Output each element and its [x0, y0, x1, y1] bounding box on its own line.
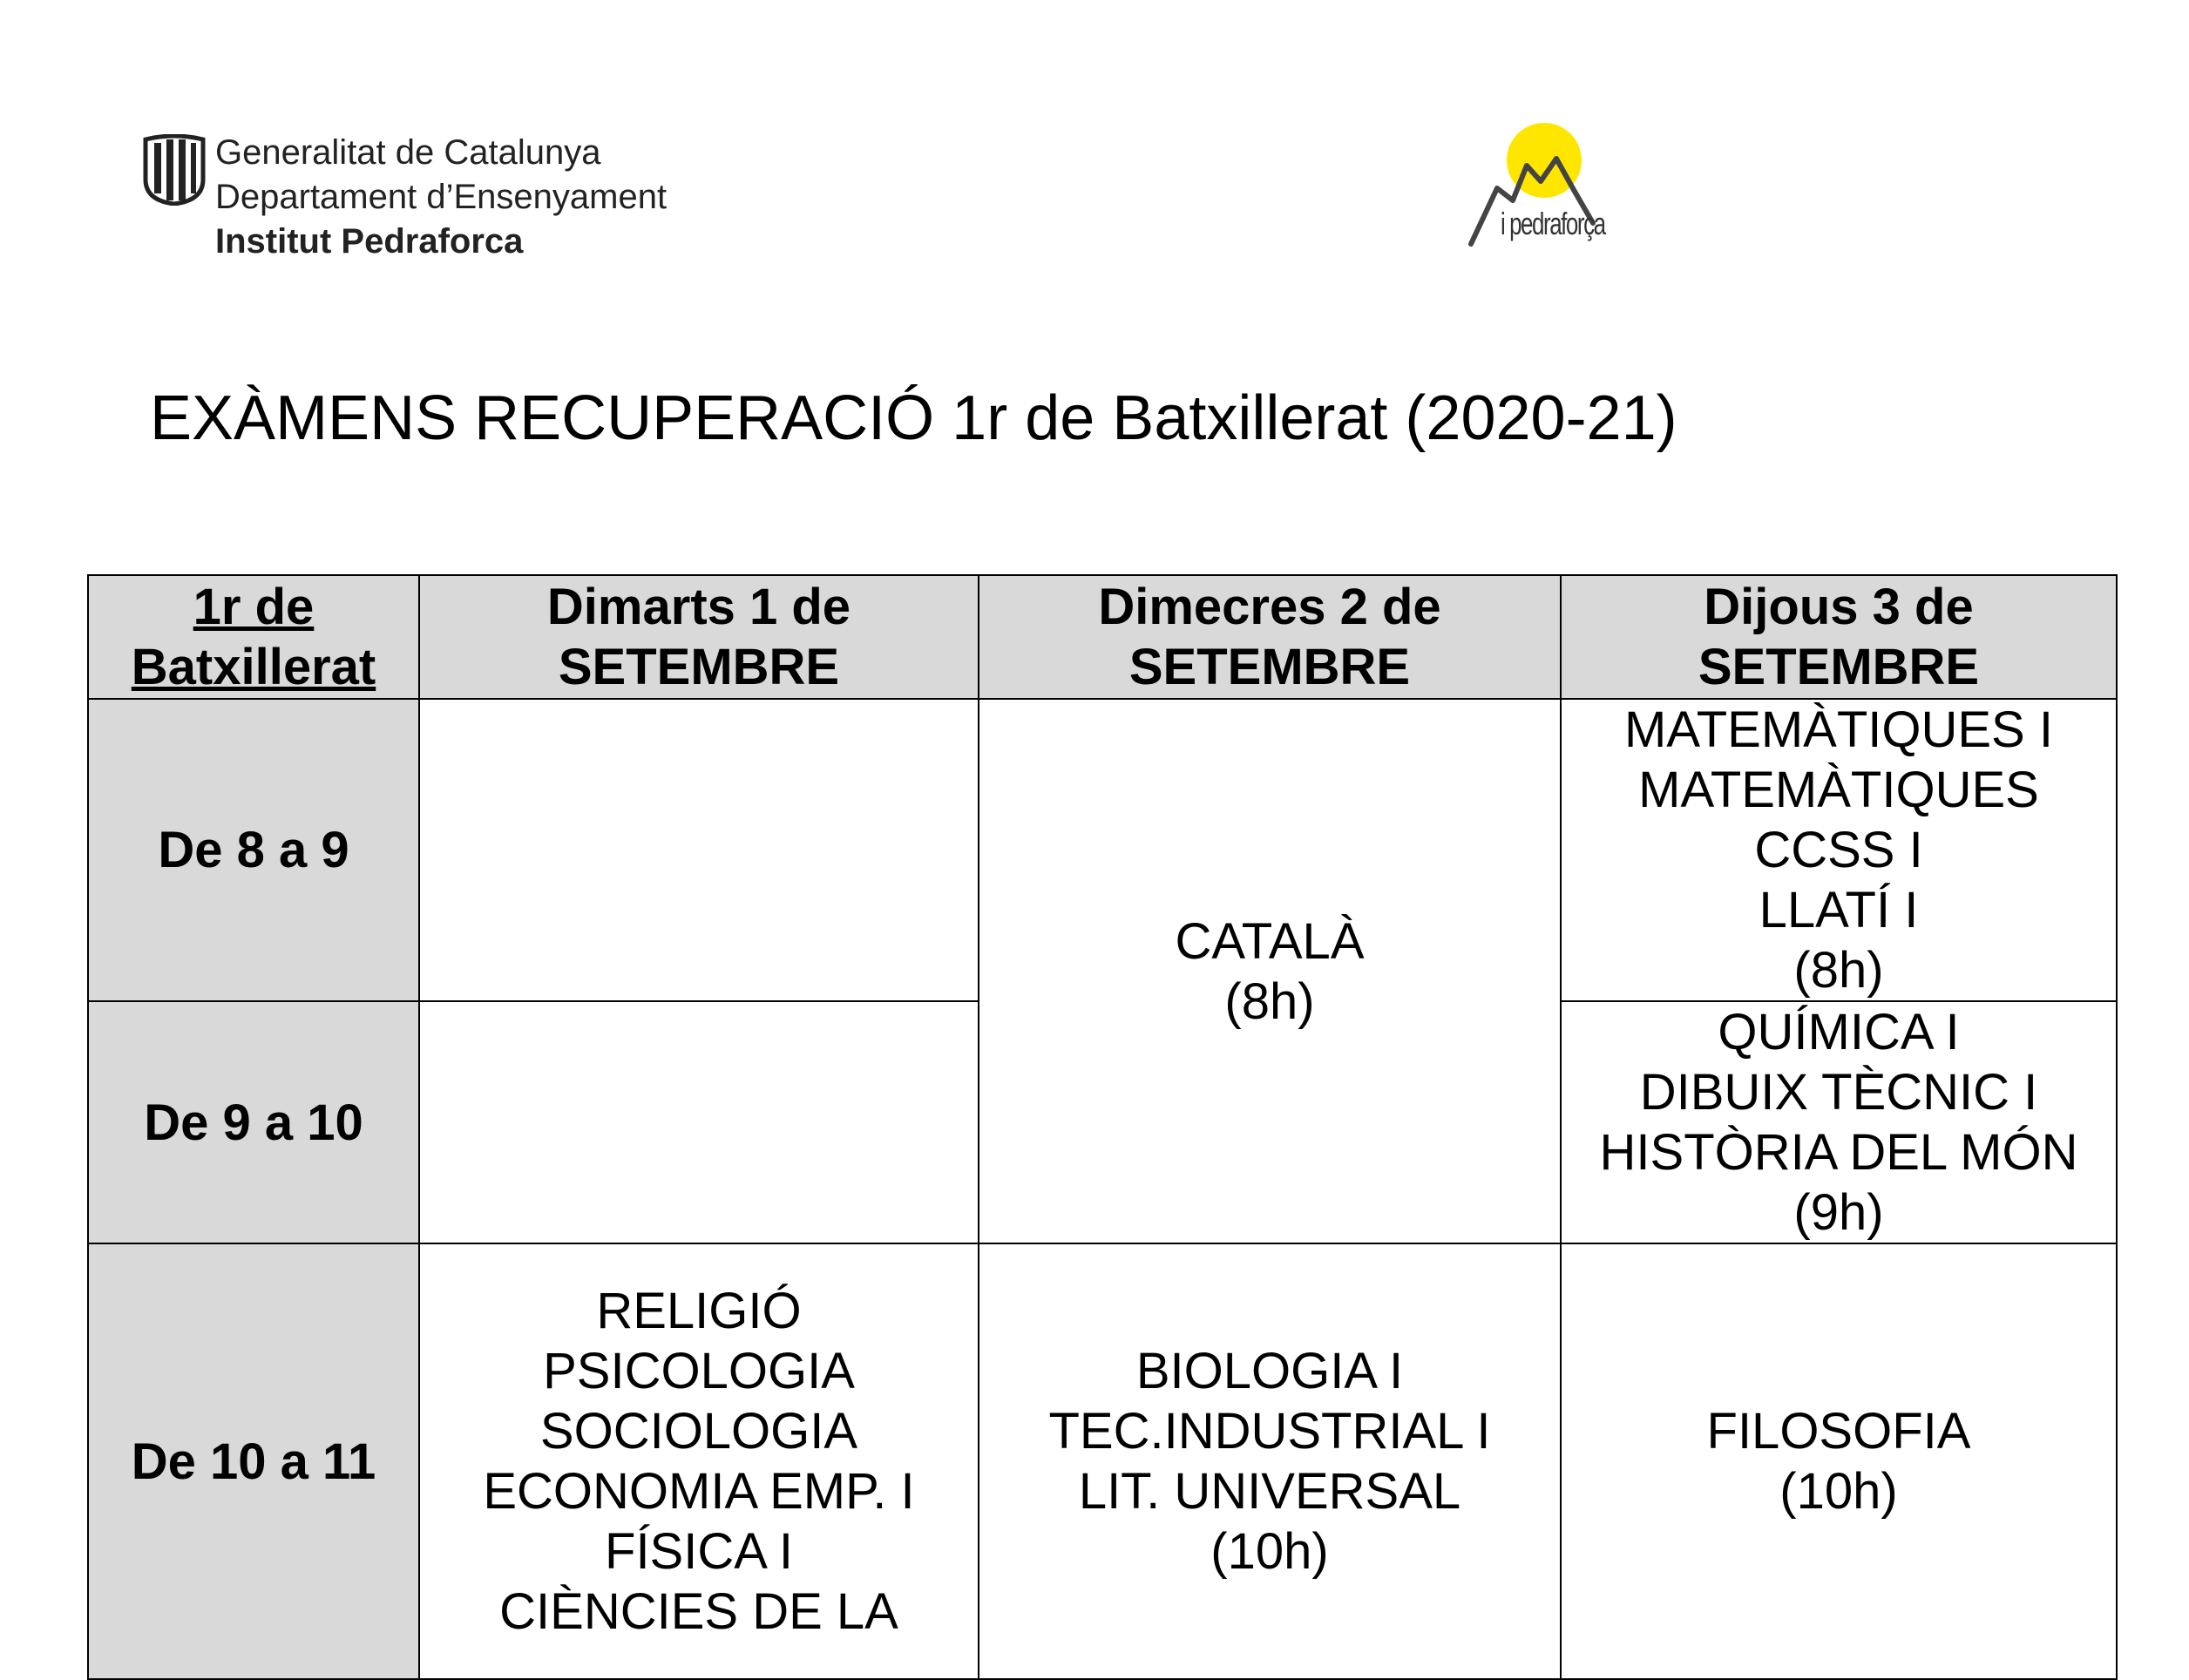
table-header-row [88, 575, 2117, 699]
org-line-2: Departament d’Ensenyament [215, 178, 668, 216]
subject-line: (8h) [1793, 942, 1884, 999]
column-header-line: Dijous 3 de [1704, 579, 1974, 635]
subject-line: MATEMÀTIQUES [1638, 762, 2039, 818]
column-header-thursday [1561, 575, 2117, 699]
cell-tuesday-9-10 [419, 1001, 979, 1243]
time-slot-10-11: De 10 a 11 [88, 1243, 419, 1679]
cell-thursday-8-9 [1561, 699, 2117, 1001]
subject-line: FÍSICA I [605, 1523, 793, 1580]
page-title: EXÀMENS RECUPERACIÓ 1r de Batxillerat (2020-21) [150, 383, 1677, 453]
column-header-line: Dimecres 2 de [1098, 579, 1441, 635]
generalitat-emblem-icon [142, 134, 207, 206]
table-row [88, 699, 2117, 1001]
subject-line: LIT. UNIVERSAL [1078, 1463, 1461, 1520]
subject-line: PSICOLOGIA [543, 1343, 855, 1399]
subject-line: SOCIOLOGIA [539, 1403, 858, 1460]
subject-line: RELIGIÓ [596, 1283, 802, 1339]
column-header-line: SETEMBRE [558, 639, 840, 695]
subject-line: ECONOMIA EMP. I [483, 1463, 915, 1520]
subject-line: DIBUIX TÈCNIC I [1639, 1064, 2038, 1121]
pedraforca-logo-text: i pedraforça [1501, 206, 1605, 241]
subject-line: QUÍMICA I [1718, 1004, 1960, 1060]
subject-line: MATEMÀTIQUES I [1624, 701, 2053, 758]
subject-line: CCSS I [1754, 822, 1923, 878]
column-header-line: Dimarts 1 de [546, 579, 851, 635]
time-slot-9-10: De 9 a 10 [88, 1001, 419, 1243]
generalitat-logo [142, 131, 667, 264]
exam-schedule-table [87, 574, 2118, 1680]
subject-line: CIÈNCIES DE LA [499, 1583, 898, 1640]
subject-line: (9h) [1793, 1184, 1884, 1241]
subject-line: CATALÀ [1175, 912, 1365, 970]
org-line-3: Institut Pedraforca [215, 222, 524, 261]
subject-line: LLATÍ I [1759, 882, 1919, 938]
subject-line: FILOSOFIA [1706, 1403, 1971, 1460]
org-line-1: Generalitat de Catalunya [215, 133, 601, 172]
cell-wednesday-8-10 [979, 699, 1561, 1243]
cell-tuesday-10-11 [419, 1243, 979, 1679]
column-header-line: SETEMBRE [1698, 639, 1980, 695]
corner-header [88, 575, 419, 699]
corner-line-1: 1r de [193, 579, 315, 635]
cell-thursday-10-11 [1561, 1243, 2117, 1679]
subject-line: BIOLOGIA I [1135, 1343, 1404, 1399]
pedraforca-logo [1462, 120, 1633, 251]
column-header-wednesday [979, 575, 1561, 699]
subject-line: TEC.INDUSTRIAL I [1048, 1403, 1491, 1460]
cell-thursday-9-10 [1561, 1001, 2117, 1243]
time-slot-8-9: De 8 a 9 [88, 699, 419, 1001]
subject-line: (10h) [1779, 1463, 1898, 1520]
column-header-tuesday [419, 575, 979, 699]
subject-line: HISTÒRIA DEL MÓN [1599, 1124, 2078, 1181]
column-header-line: SETEMBRE [1128, 639, 1411, 695]
subject-line: (10h) [1210, 1523, 1329, 1580]
table-row [88, 1243, 2117, 1679]
cell-tuesday-8-9 [419, 699, 979, 1001]
corner-line-2: Batxillerat [131, 639, 376, 695]
subject-line: (8h) [1224, 972, 1315, 1030]
cell-wednesday-10-11 [979, 1243, 1561, 1679]
